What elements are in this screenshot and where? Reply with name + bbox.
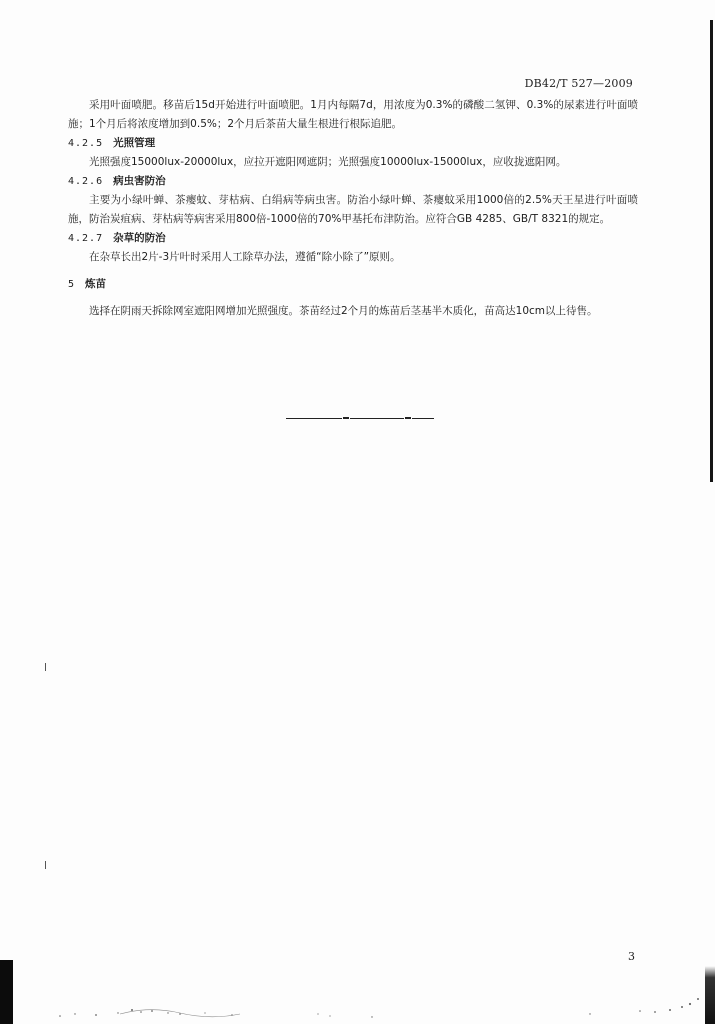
section-title: 光照管理 bbox=[113, 137, 156, 149]
scan-tick bbox=[45, 861, 46, 869]
section-number: 4.2.6 bbox=[68, 176, 104, 187]
heading-4-2-6 bbox=[68, 172, 638, 191]
rule-segment bbox=[412, 418, 434, 419]
paragraph-pest-control: 主要为小绿叶蝉、茶瘿蚊、芽枯病、白绢病等病虫害。防治小绿叶蝉、茶瘿蚊采用1000倍的2.5%天王星进行叶面喷施，防治炭疽病、芽枯病等病害采用800倍-1000倍的70%甲基托布津防治。应符合GB 4285、GB/T 8321的规定。 bbox=[68, 194, 638, 225]
standard-code: DB42/T 527—2009 bbox=[524, 77, 633, 90]
rule-segment bbox=[286, 418, 342, 419]
end-of-document-rule bbox=[286, 417, 434, 419]
section-number: 4.2.7 bbox=[68, 233, 104, 244]
section-number: 4.2.5 bbox=[68, 138, 104, 149]
paragraph-weed-control: 在杂草长出2片-3片叶时采用人工除草办法，遵循“除小除了”原则。 bbox=[89, 251, 401, 263]
body-content bbox=[68, 96, 638, 321]
section-number: 5 bbox=[68, 279, 76, 290]
scan-noise bbox=[0, 984, 715, 1024]
scan-edge-right bbox=[710, 20, 713, 482]
heading-5 bbox=[68, 275, 638, 294]
paragraph-hardening: 选择在阴雨天拆除网室遮阳网增加光照强度。茶苗经过2个月的炼苗后茎基半木质化，苗高达10cm以上待售。 bbox=[89, 305, 598, 317]
section-title: 病虫害防治 bbox=[113, 175, 166, 187]
heading-4-2-7 bbox=[68, 229, 638, 248]
heading-4-2-5 bbox=[68, 134, 638, 153]
section-title: 炼苗 bbox=[85, 278, 107, 290]
rule-segment bbox=[350, 418, 404, 419]
page-number: 3 bbox=[628, 950, 635, 963]
section-title: 杂草的防治 bbox=[113, 232, 166, 244]
paragraph-light-management: 光照强度15000lux-20000lux，应拉开遮阳网遮阴；光照强度10000lux-15000lux，应收拢遮阳网。 bbox=[89, 156, 567, 168]
rule-mark bbox=[405, 417, 411, 419]
rule-mark bbox=[343, 417, 349, 419]
paragraph-foliar-spray: 采用叶面喷肥。移苗后15d开始进行叶面喷肥。1月内每隔7d，用浓度为0.3%的磷酸二氢钾、0.3%的尿素进行叶面喷施；1个月后将浓度增加到0.5%；2个月后茶苗大量生根进行根际追肥。 bbox=[68, 99, 638, 130]
scan-tick bbox=[45, 663, 46, 671]
